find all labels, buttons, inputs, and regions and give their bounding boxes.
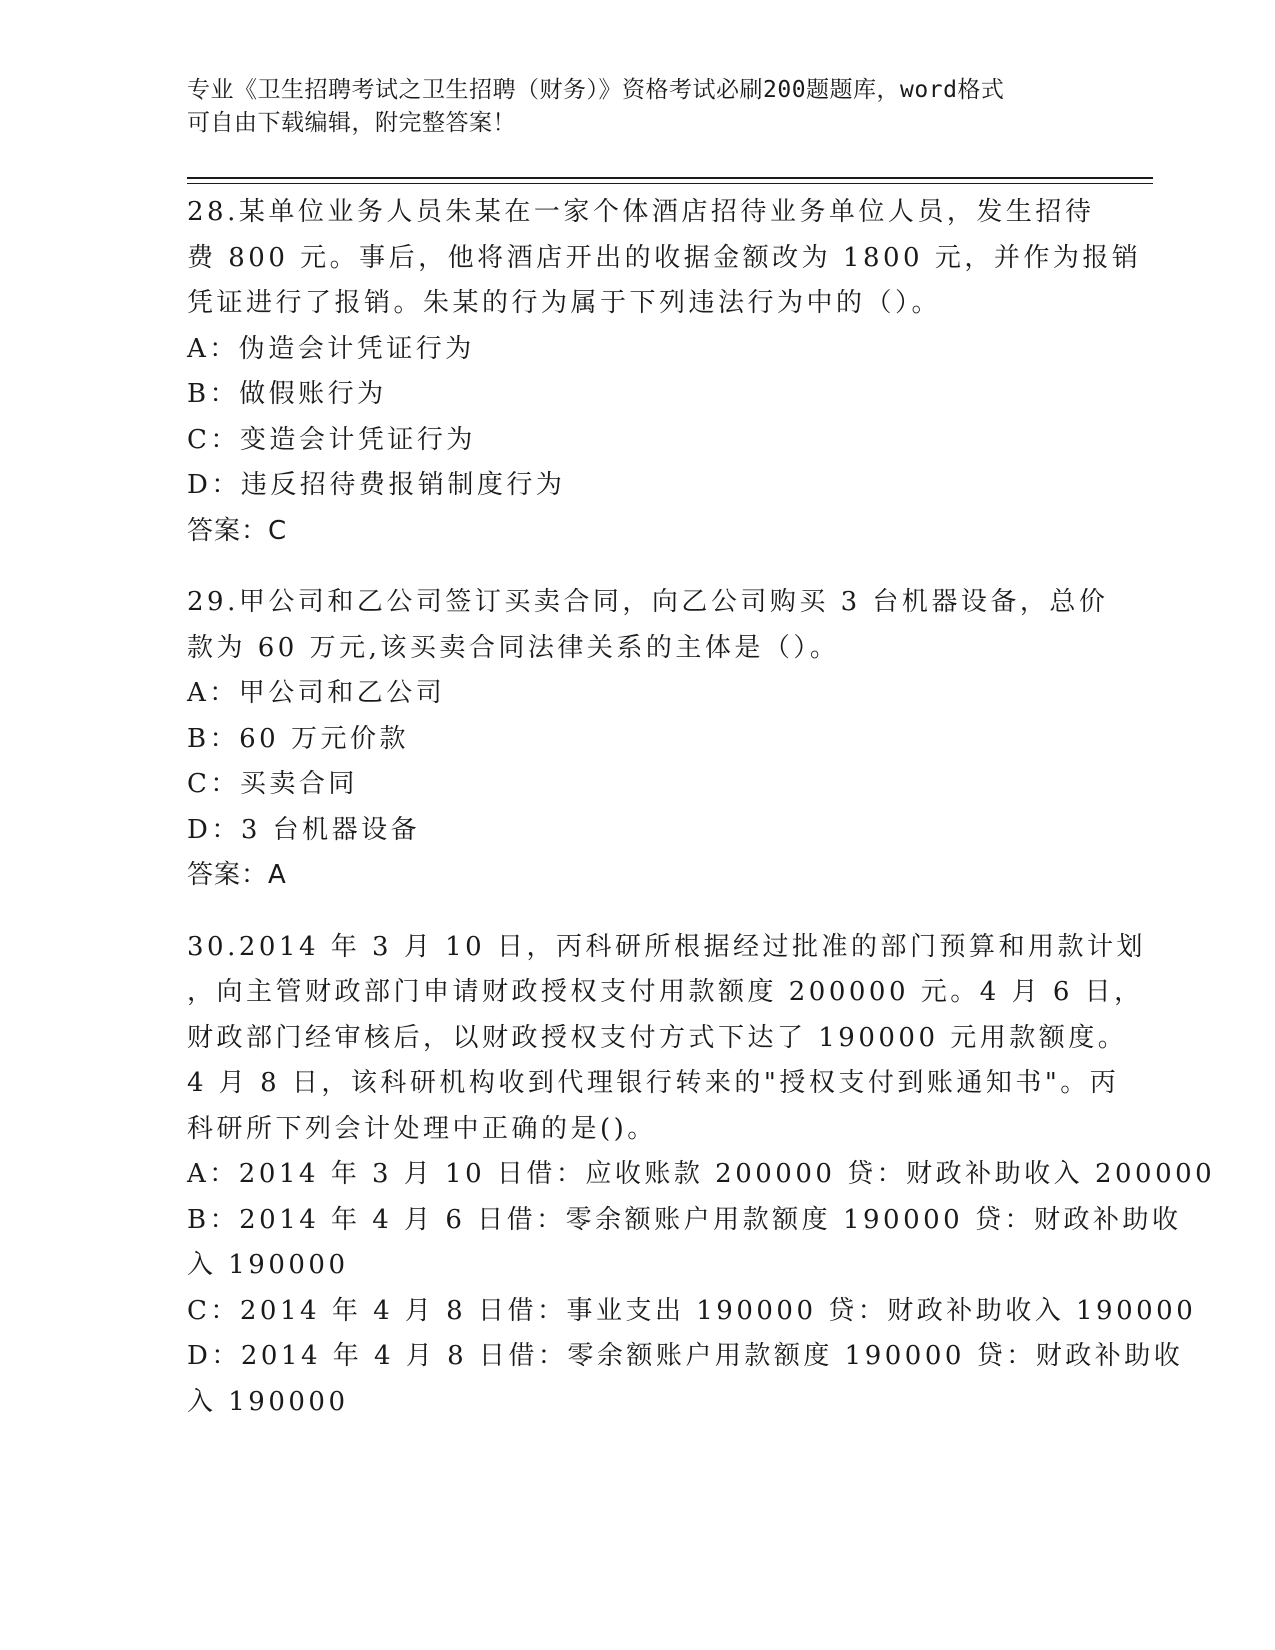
question-list bbox=[187, 190, 1216, 1451]
question-30-stem-line-1: 30.2014 年 3 月 10 日，丙科研所根据经过批准的部门预算和用款计划 bbox=[187, 931, 1146, 962]
question-30-option-b-line-1: B：2014 年 4 月 6 日借：零余额账户用款额度 190000 贷：财政补助收 bbox=[187, 1204, 1182, 1235]
question-30-stem-line-2: ，向主管财政部门申请财政授权支付用款额度 200000 元。4 月 6 日， bbox=[187, 977, 1144, 1007]
question-29-option-d: D：3 台机器设备 bbox=[187, 814, 421, 845]
question-30-option-c: C：2014 年 4 月 8 日借：事业支出 190000 贷：财政补助收入 190000 bbox=[187, 1295, 1197, 1326]
question-28-answer: 答案：C bbox=[187, 515, 288, 546]
question-28-option-a: A：伪造会计凭证行为 bbox=[187, 333, 475, 364]
question-28-stem-line-1: 28.某单位业务人员朱某在一家个体酒店招待业务单位人员，发生招待 bbox=[187, 197, 1095, 227]
question-30-stem-line-3: 财政部门经审核后，以财政授权支付方式下达了 190000 元用款额度。 bbox=[187, 1022, 1128, 1053]
header-title-line-2: 可自由下载编辑，附完整答案！ bbox=[187, 110, 516, 136]
question-28 bbox=[187, 190, 1142, 554]
question-29-answer: 答案：A bbox=[187, 860, 287, 890]
question-28-option-c: C：变造会计凭证行为 bbox=[187, 424, 476, 455]
header-title-line-1: 专业《卫生招聘考试之卫生招聘（财务）》资格考试必刷200题题库，word格式 bbox=[187, 77, 1005, 103]
question-30-option-a: A：2014 年 3 月 10 日借：应收账款 200000 贷：财政补助收入 200000 bbox=[187, 1159, 1216, 1189]
question-30-option-d-line-1: D：2014 年 4 月 8 日借：零余额账户用款额度 190000 贷：财政补助收 bbox=[187, 1341, 1184, 1371]
question-28-stem-line-2: 费 800 元。事后，他将酒店开出的收据金额改为 1800 元，并作为报销 bbox=[187, 242, 1142, 273]
header-divider-thin bbox=[187, 183, 1153, 184]
question-28-option-d: D：违反招待费报销制度行为 bbox=[187, 470, 566, 500]
question-29-option-b: B：60 万元价款 bbox=[187, 723, 409, 754]
question-30-stem-line-4: 4 月 8 日，该科研机构收到代理银行转来的"授权支付到账通知书"。丙 bbox=[187, 1068, 1120, 1098]
question-29-stem-line-1: 29.甲公司和乙公司签订买卖合同，向乙公司购买 3 台机器设备，总价 bbox=[187, 587, 1109, 617]
question-28-option-b: B：做假账行为 bbox=[187, 379, 387, 409]
question-30-option-b-line-2: 入 190000 bbox=[187, 1250, 349, 1280]
question-30-stem-line-5: 科研所下列会计处理中正确的是()。 bbox=[187, 1113, 657, 1144]
question-28-stem-line-3: 凭证进行了报销。朱某的行为属于下列违法行为中的（）。 bbox=[187, 288, 942, 318]
header-divider-thick bbox=[187, 177, 1153, 179]
question-29-option-c: C：买卖合同 bbox=[187, 769, 358, 799]
question-29-option-a: A：甲公司和乙公司 bbox=[187, 678, 446, 708]
question-29-stem-line-2: 款为 60 万元,该买卖合同法律关系的主体是（）。 bbox=[187, 632, 840, 663]
document-header bbox=[187, 74, 1087, 140]
question-30-option-d-line-2: 入 190000 bbox=[187, 1386, 349, 1417]
question-29 bbox=[187, 580, 1109, 899]
question-30 bbox=[187, 925, 1216, 1426]
